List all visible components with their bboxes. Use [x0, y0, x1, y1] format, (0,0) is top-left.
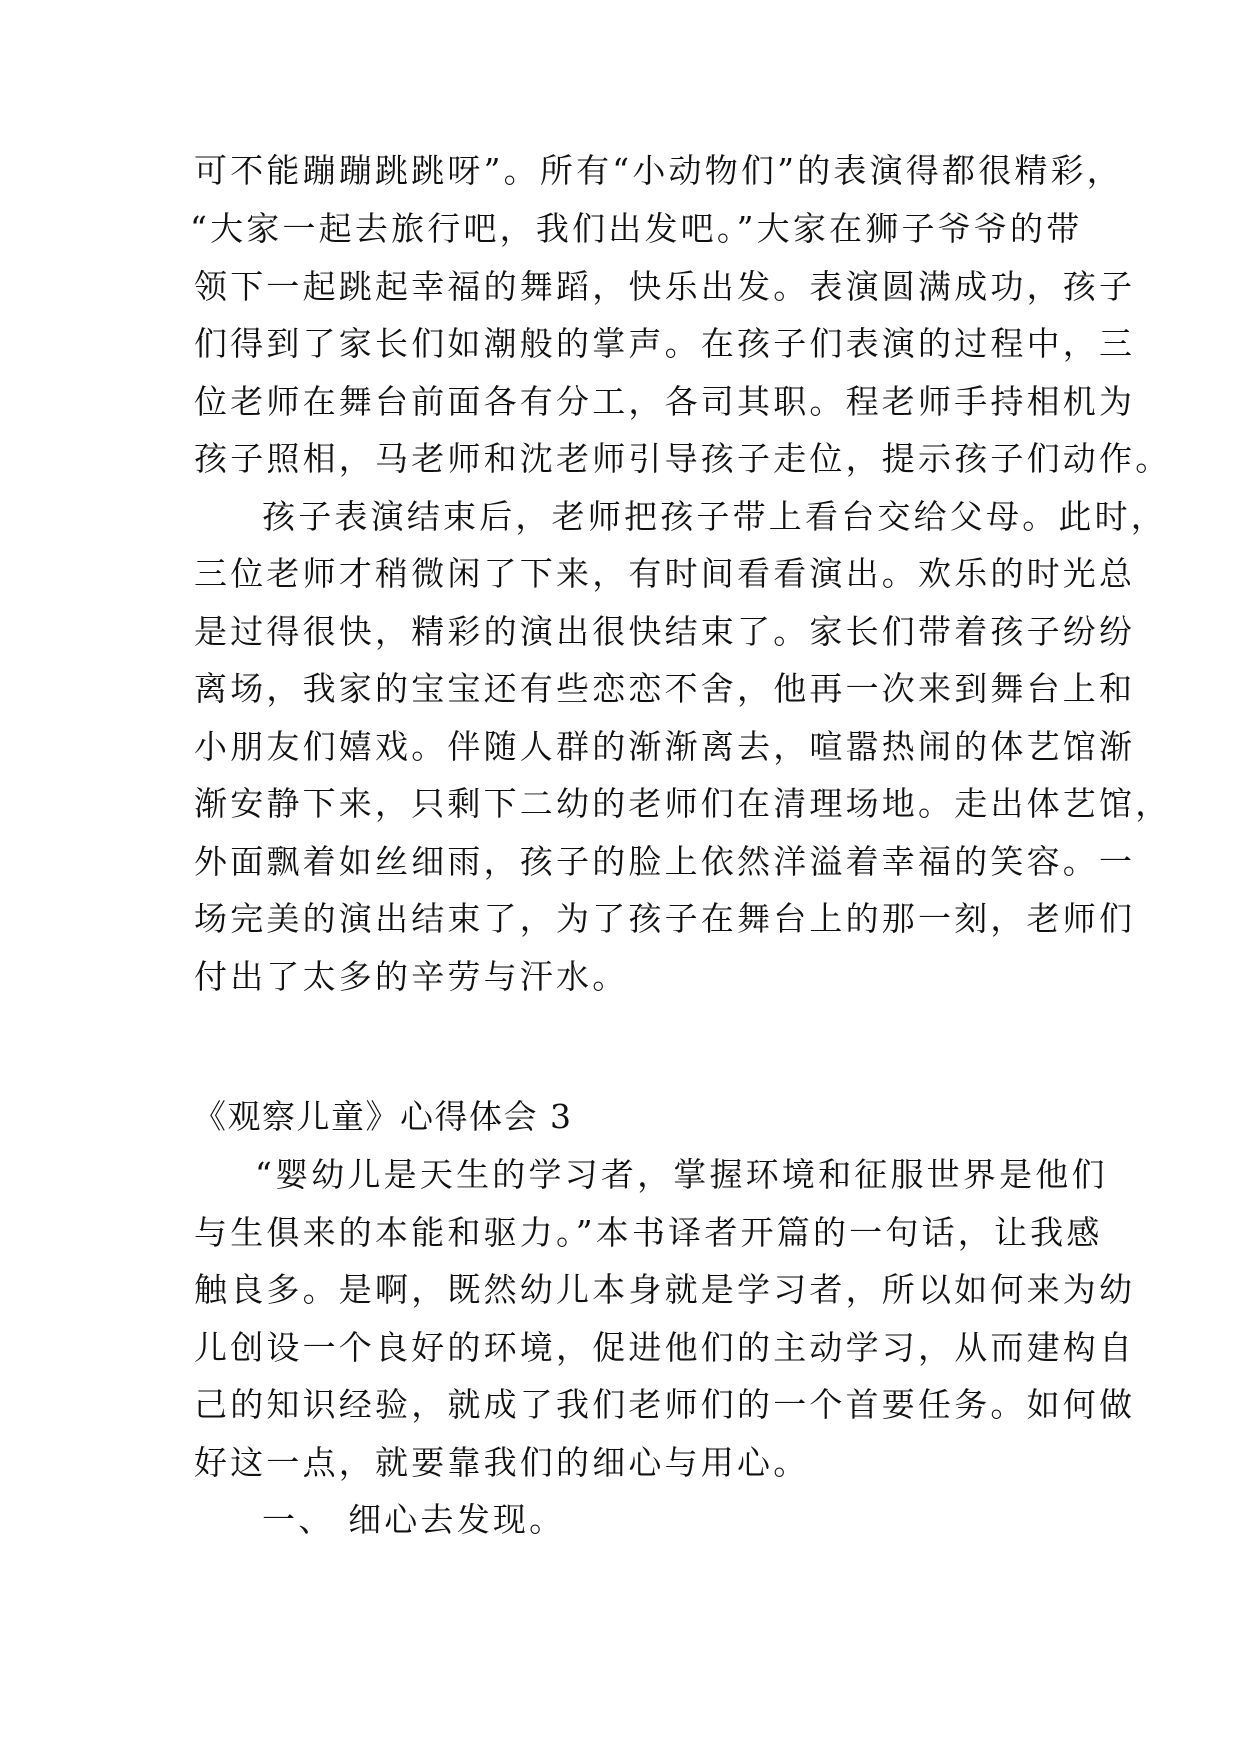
- paragraph-line: 孩子表演结束后，老师把孩子带上看台交给父母。此时，: [262, 497, 1167, 536]
- paragraph-line: 小朋友们嬉戏。伴随人群的渐渐离去，喧嚣热闹的体艺馆渐: [194, 727, 1136, 766]
- paragraph-line: 渐安静下来，只剩下二幼的老师们在清理场地。走出体艺馆，: [194, 784, 1172, 823]
- paragraph-line: 场完美的演出结束了，为了孩子在舞台上的那一刻，老师们: [194, 899, 1136, 938]
- paragraph-line: 好这一点，就要靠我们的细心与用心。: [194, 1443, 810, 1482]
- paragraph-line: 己的知识经验，就成了我们老师们的一个首要任务。如何做: [194, 1385, 1136, 1424]
- section-title: 《观察儿童》心得体会 3: [193, 1097, 573, 1136]
- paragraph-line: 们得到了家长们如潮般的掌声。在孩子们表演的过程中，三: [194, 324, 1136, 363]
- paragraph-line: 儿创设一个良好的环境，促进他们的主动学习，从而建构自: [194, 1328, 1136, 1367]
- paragraph-line: 是过得很快，精彩的演出很快结束了。家长们带着孩子纷纷: [194, 612, 1136, 651]
- paragraph-line: 可不能蹦蹦跳跳呀”。所有“小动物们”的表演得都很精彩，: [194, 151, 1124, 190]
- paragraph-line: “婴幼儿是天生的学习者，掌握环境和征服世界是他们: [255, 1155, 1108, 1194]
- paragraph-line: 位老师在舞台前面各有分工，各司其职。程老师手持相机为: [194, 382, 1136, 421]
- paragraph-line: 离场，我家的宝宝还有些恋恋不舍，他再一次来到舞台上和: [194, 669, 1136, 708]
- paragraph-line: 外面飘着如丝细雨，孩子的脸上依然洋溢着幸福的笑容。一: [194, 842, 1136, 881]
- list-item: 一、 细心去发现。: [262, 1500, 566, 1539]
- paragraph-line: 领下一起跳起幸福的舞蹈，快乐出发。表演圆满成功，孩子: [194, 267, 1136, 306]
- paragraph-line: 与生俱来的本能和驱力。”本书译者开篇的一句话，让我感: [194, 1213, 1103, 1252]
- paragraph-line: 付出了太多的辛劳与汗水。: [194, 957, 629, 996]
- paragraph-line: 孩子照相，马老师和沈老师引导孩子走位，提示孩子们动作。: [194, 439, 1172, 478]
- paragraph-line: “大家一起去旅行吧，我们出发吧。”大家在狮子爷爷的带: [190, 209, 1083, 248]
- paragraph-line: 触良多。是啊，既然幼儿本身就是学习者，所以如何来为幼: [194, 1270, 1136, 1309]
- paragraph-line: 三位老师才稍微闲了下来，有时间看看演出。欢乐的时光总: [194, 554, 1136, 593]
